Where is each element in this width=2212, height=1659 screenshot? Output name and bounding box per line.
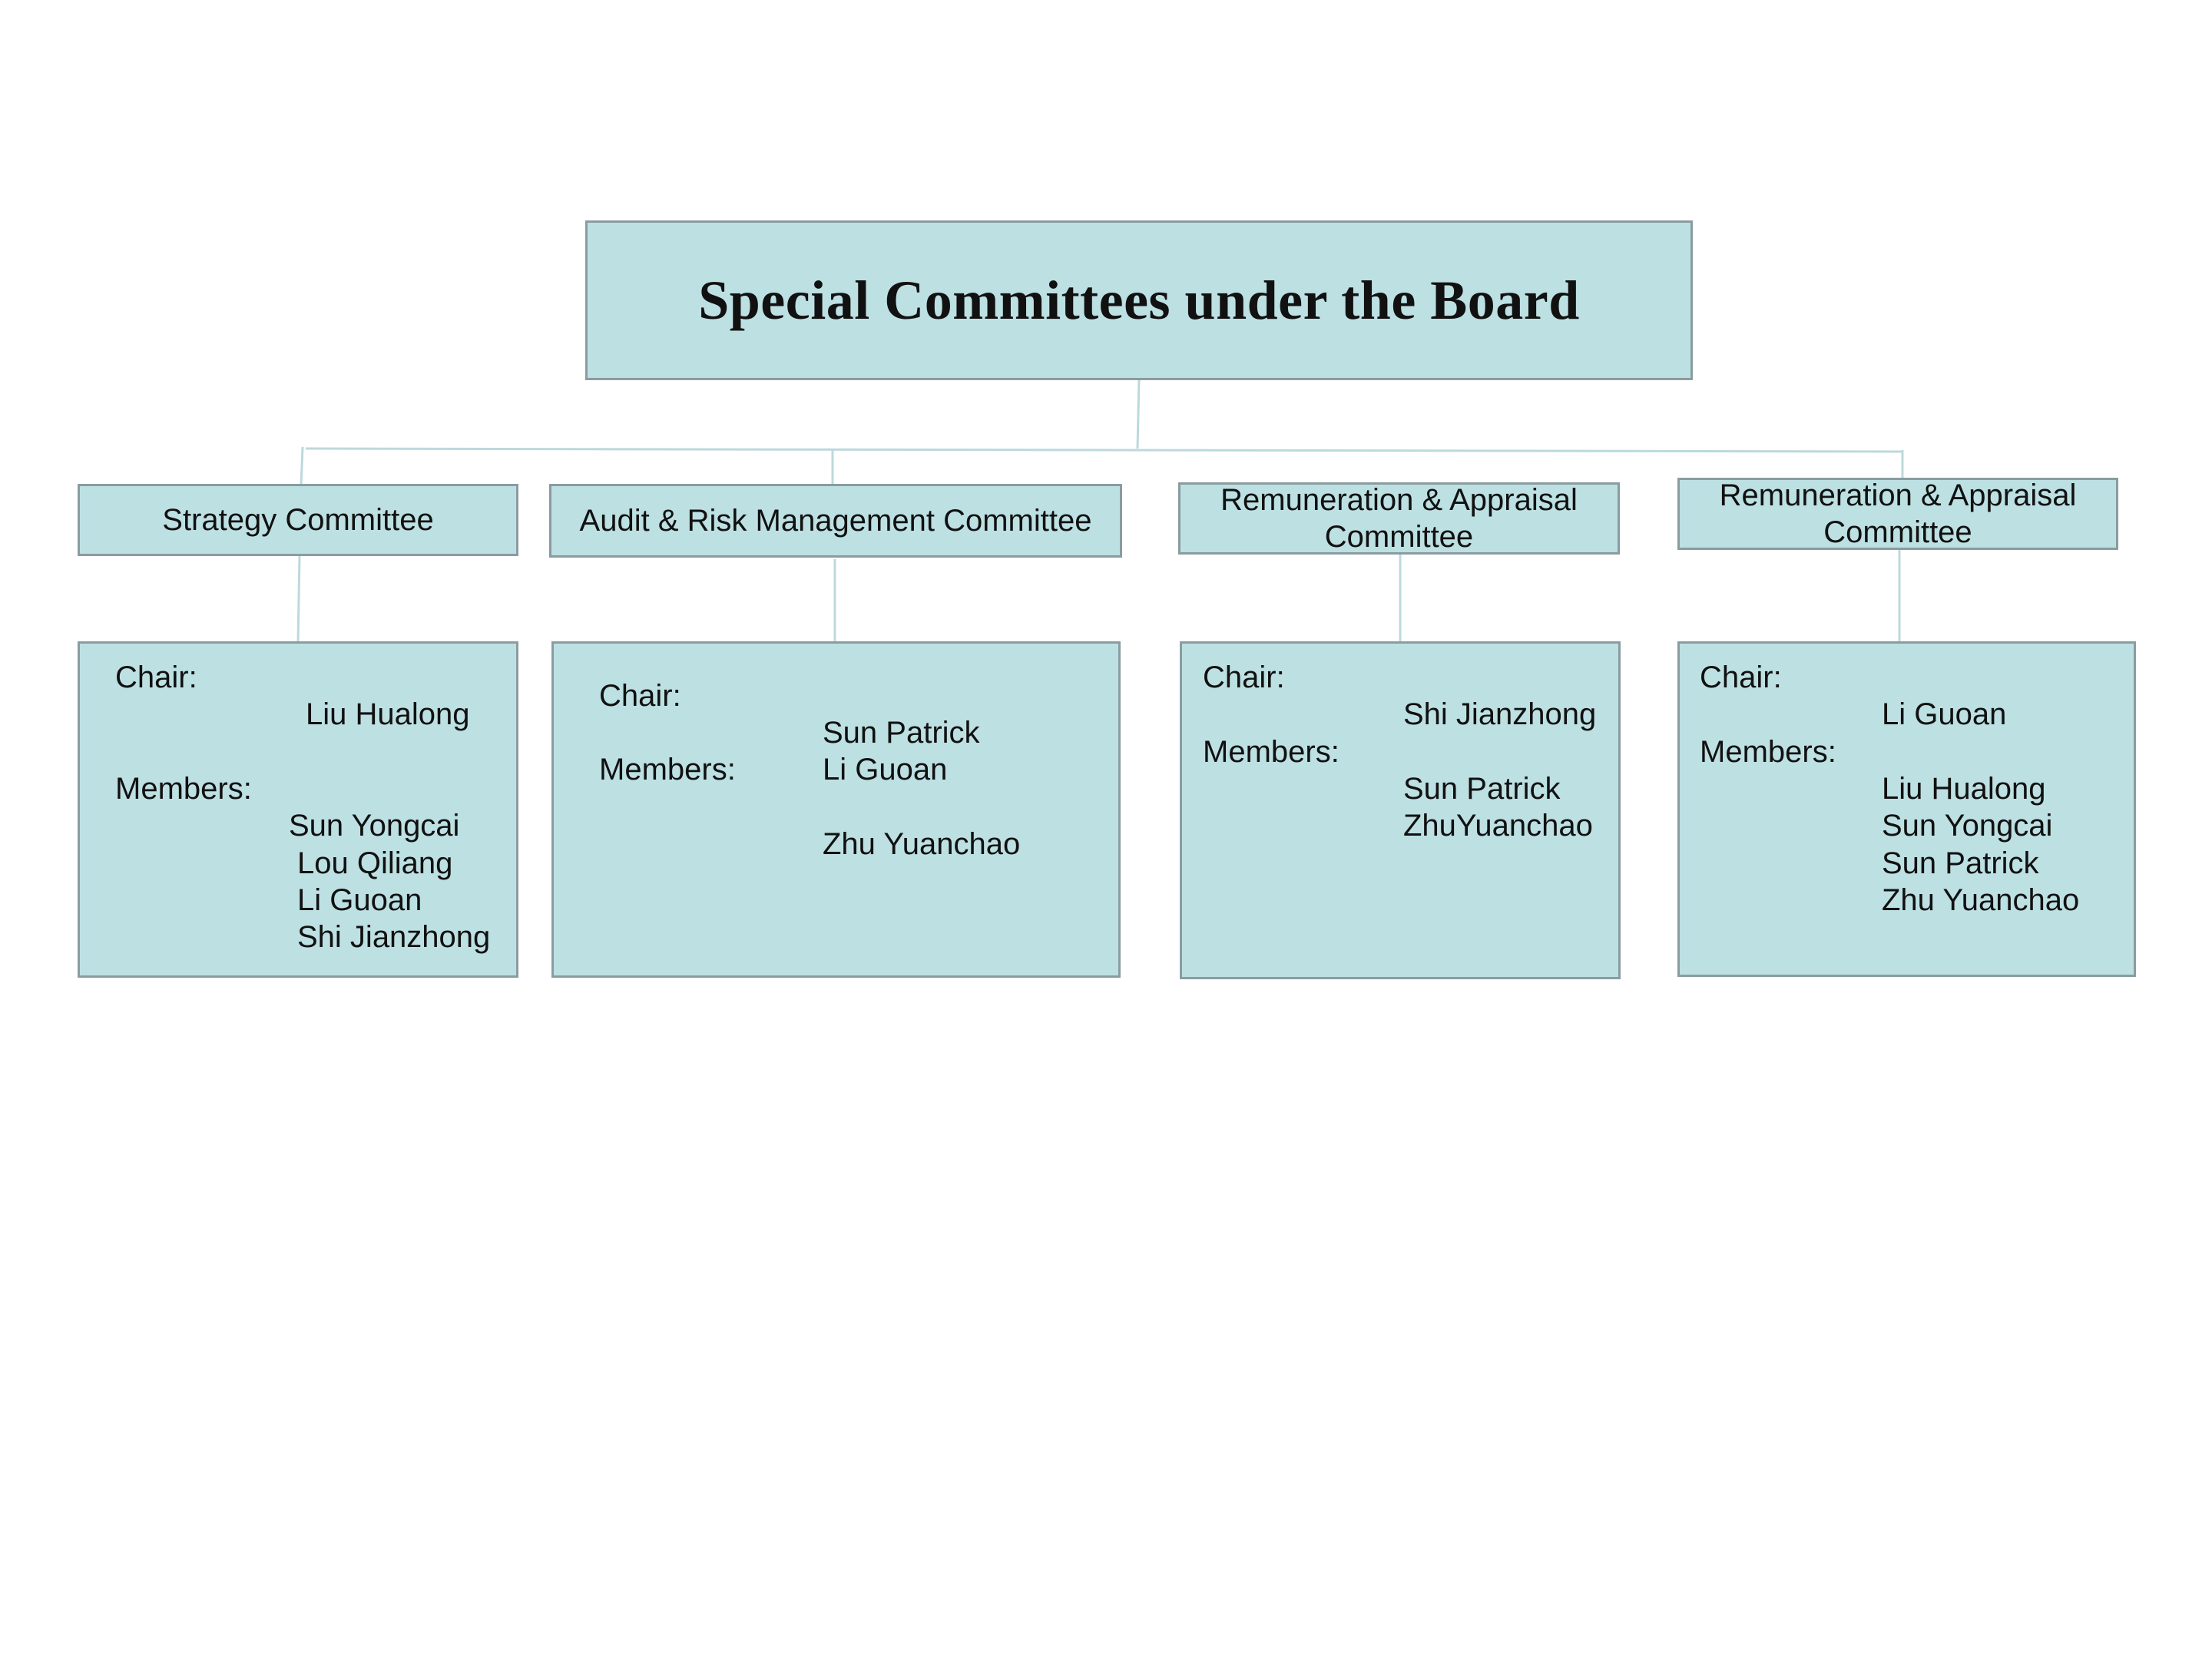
chair-label: Chair: [115, 661, 197, 694]
member-name: Lou Qiliang [297, 846, 453, 880]
member-name: Liu Hualong [1882, 772, 2046, 806]
member-name: Sun Yongcai [1882, 809, 2053, 843]
member-name: Li Guoan [297, 883, 422, 917]
chair-name: Sun Patrick [823, 716, 980, 750]
committee-header-audit [549, 484, 1122, 558]
committee-header-strategy [78, 484, 518, 556]
member-name: Zhu Yuanchao [1882, 883, 2080, 917]
members-panel-audit [551, 641, 1121, 978]
members-label: Members: [115, 772, 252, 806]
member-name: Zhu Yuanchao [823, 827, 1021, 861]
member-name: Sun Patrick [1882, 846, 2039, 880]
chair-label: Chair: [1700, 661, 1782, 694]
chair-label: Chair: [1203, 661, 1285, 694]
members-label: Members: [1203, 735, 1339, 769]
member-name: ZhuYuanchao [1403, 809, 1593, 843]
members-panel-strategy [78, 641, 518, 978]
members-panel-remuneration-2 [1677, 641, 2136, 977]
committee-name: Remuneration & Appraisal Committee [1220, 483, 1578, 554]
board-title-box [585, 220, 1693, 380]
chair-label: Chair: [599, 679, 681, 713]
chair-name: Li Guoan [1882, 697, 2007, 731]
members-panel-remuneration-1 [1180, 641, 1621, 979]
chair-name: Shi Jianzhong [1403, 697, 1597, 731]
committee-name: Strategy Committee [162, 503, 434, 537]
members-label: Members: [1700, 735, 1836, 769]
member-name: Sun Yongcai [289, 809, 460, 843]
committee-name: Remuneration & Appraisal Committee [1719, 478, 2077, 549]
members-label: Members: [599, 753, 736, 786]
board-title: Special Committees under the Board [698, 269, 1580, 331]
committee-name: Audit & Risk Management Committee [579, 504, 1092, 538]
member-name: Shi Jianzhong [297, 920, 491, 954]
committee-header-remuneration-2 [1677, 478, 2118, 550]
chair-name: Liu Hualong [306, 697, 470, 731]
member-name: Li Guoan [823, 753, 948, 786]
committee-header-remuneration-1 [1178, 482, 1620, 555]
member-name: Sun Patrick [1403, 772, 1561, 806]
